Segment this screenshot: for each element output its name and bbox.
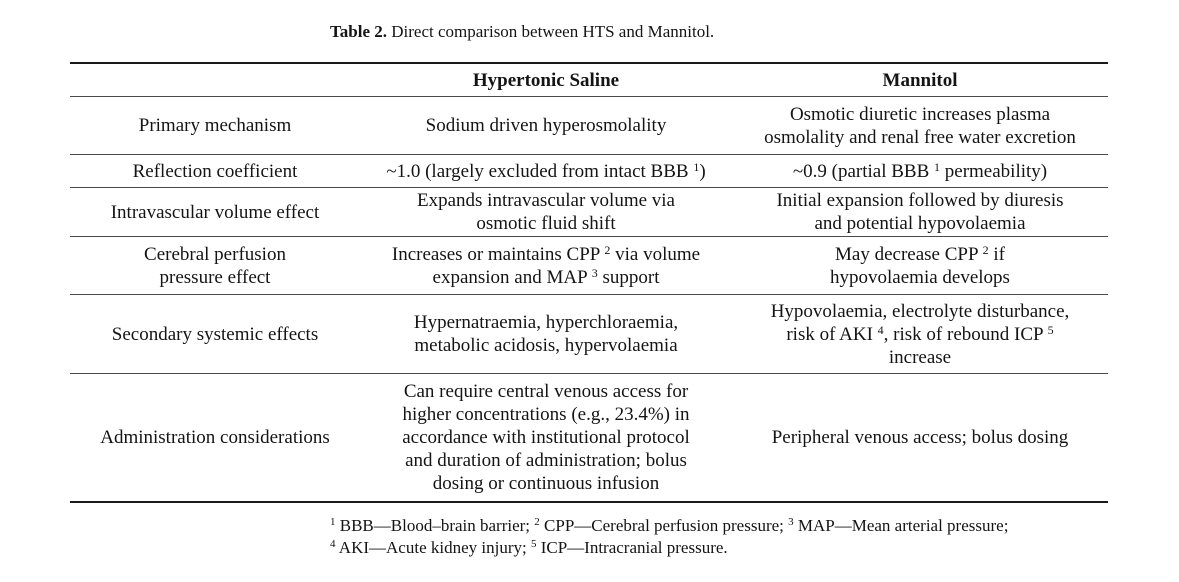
row-label	[70, 97, 360, 155]
header-hts: Hypertonic Saline	[472, 69, 620, 91]
cell-line: Secondary systemic effects	[111, 323, 319, 345]
table-row	[70, 188, 1108, 237]
table-caption	[330, 22, 714, 42]
hts-cell	[360, 374, 732, 503]
text-run: ~0.9 (partial BBB	[792, 160, 935, 182]
cell-line: higher concentrations (e.g., 23.4%) in	[402, 404, 690, 425]
text-run: via volume	[610, 243, 701, 265]
text-run: risk of AKI	[786, 323, 878, 345]
footnote-marker: 1	[934, 159, 941, 174]
footnote-marker: 2	[604, 242, 611, 257]
text-run: if	[988, 243, 1005, 265]
cell-line: Expands intravascular volume via	[416, 190, 675, 211]
mannitol-cell	[732, 97, 1108, 155]
cell-line	[366, 266, 726, 289]
text-run: support	[597, 266, 660, 288]
row-label	[70, 188, 360, 237]
footnote-line	[330, 515, 1008, 537]
footnote-marker: 3	[788, 516, 794, 528]
text-run: , risk of rebound ICP	[883, 323, 1048, 345]
mannitol-cell	[732, 237, 1108, 295]
footnote-marker: 1	[693, 159, 700, 174]
footnote-marker: 5	[530, 538, 537, 550]
cell-line	[738, 160, 1102, 183]
caption-text: Direct comparison between HTS and Mannitol.	[391, 22, 715, 41]
hts-cell	[360, 97, 732, 155]
hts-cell	[360, 295, 732, 374]
cell-line: Osmotic diuretic increases plasma	[789, 103, 1051, 125]
cell-line: osmolality and renal free water excretion	[764, 126, 1076, 148]
cell-line: Cerebral perfusion	[144, 243, 286, 265]
footnote-marker: 4	[330, 538, 336, 550]
mannitol-cell	[732, 188, 1108, 237]
text-run: May decrease CPP	[835, 243, 983, 265]
cell-line: Primary mechanism	[138, 115, 292, 136]
cell-line: Can require central venous access for	[403, 381, 689, 402]
cell-line: dosing or continuous infusion	[432, 473, 660, 494]
mannitol-cell	[732, 295, 1108, 374]
text-run: CPP—Cerebral perfusion pressure;	[539, 516, 789, 535]
cell-line: Hypernatraemia, hyperchloraemia,	[413, 312, 679, 333]
cell-line: Administration considerations	[100, 427, 330, 448]
table-row	[70, 295, 1108, 374]
cell-line: pressure effect	[159, 266, 271, 288]
text-run: AKI—Acute kidney injury;	[335, 538, 531, 557]
table-row	[70, 97, 1108, 155]
comparison-table	[70, 62, 1108, 503]
mannitol-cell	[732, 374, 1108, 503]
text-run: Increases or maintains CPP	[391, 243, 605, 265]
text-run: BBB—Blood–brain barrier;	[335, 516, 535, 535]
cell-line: Initial expansion followed by diuresis	[776, 190, 1064, 211]
cell-line	[738, 323, 1102, 346]
cell-line	[366, 160, 726, 183]
footnote-marker: 2	[534, 516, 540, 528]
header-blank	[70, 63, 360, 97]
footnote-line	[330, 537, 1008, 559]
table-row	[70, 237, 1108, 295]
footnote-marker: 1	[330, 516, 336, 528]
hts-cell	[360, 188, 732, 237]
cell-line	[738, 243, 1102, 266]
footnote-marker: 4	[877, 322, 884, 337]
cell-line: metabolic acidosis, hypervolaemia	[414, 335, 678, 356]
cell-line: Intravascular volume effect	[110, 201, 320, 223]
footnote-marker: 2	[982, 242, 989, 257]
row-label	[70, 295, 360, 374]
cell-line: Peripheral venous access; bolus dosing	[771, 427, 1069, 448]
table-row	[70, 155, 1108, 188]
caption-label: Table 2.	[330, 22, 388, 41]
table-row	[70, 374, 1108, 503]
text-run: MAP—Mean arterial pressure;	[793, 516, 1009, 535]
row-label	[70, 155, 360, 188]
cell-line: and duration of administration; bolus	[405, 450, 687, 471]
mannitol-cell	[732, 155, 1108, 188]
row-label	[70, 237, 360, 295]
text-run: permeability)	[940, 160, 1048, 182]
text-run: ~1.0 (largely excluded from intact BBB	[386, 160, 694, 182]
cell-line: hypovolaemia develops	[830, 266, 1010, 288]
cell-line: accordance with institutional protocol	[402, 427, 690, 448]
footnote-marker: 3	[591, 265, 598, 280]
table-footnotes	[330, 515, 1008, 559]
cell-line: Reflection coefficient	[132, 160, 298, 182]
text-run: expansion and MAP	[432, 266, 592, 288]
hts-cell	[360, 155, 732, 188]
cell-line: osmotic fluid shift	[476, 213, 616, 234]
text-run: )	[699, 160, 706, 182]
header-row	[70, 63, 1108, 97]
cell-line: Sodium driven hyperosmolality	[425, 115, 667, 136]
header-mannitol: Mannitol	[882, 69, 958, 91]
cell-line: and potential hypovolaemia	[814, 213, 1026, 234]
text-run: ICP—Intracranial pressure.	[536, 538, 728, 557]
hts-cell	[360, 237, 732, 295]
cell-line	[366, 243, 726, 266]
cell-line: Hypovolaemia, electrolyte disturbance,	[770, 300, 1070, 322]
footnote-marker: 5	[1047, 322, 1054, 337]
cell-line: increase	[888, 346, 952, 368]
row-label	[70, 374, 360, 503]
